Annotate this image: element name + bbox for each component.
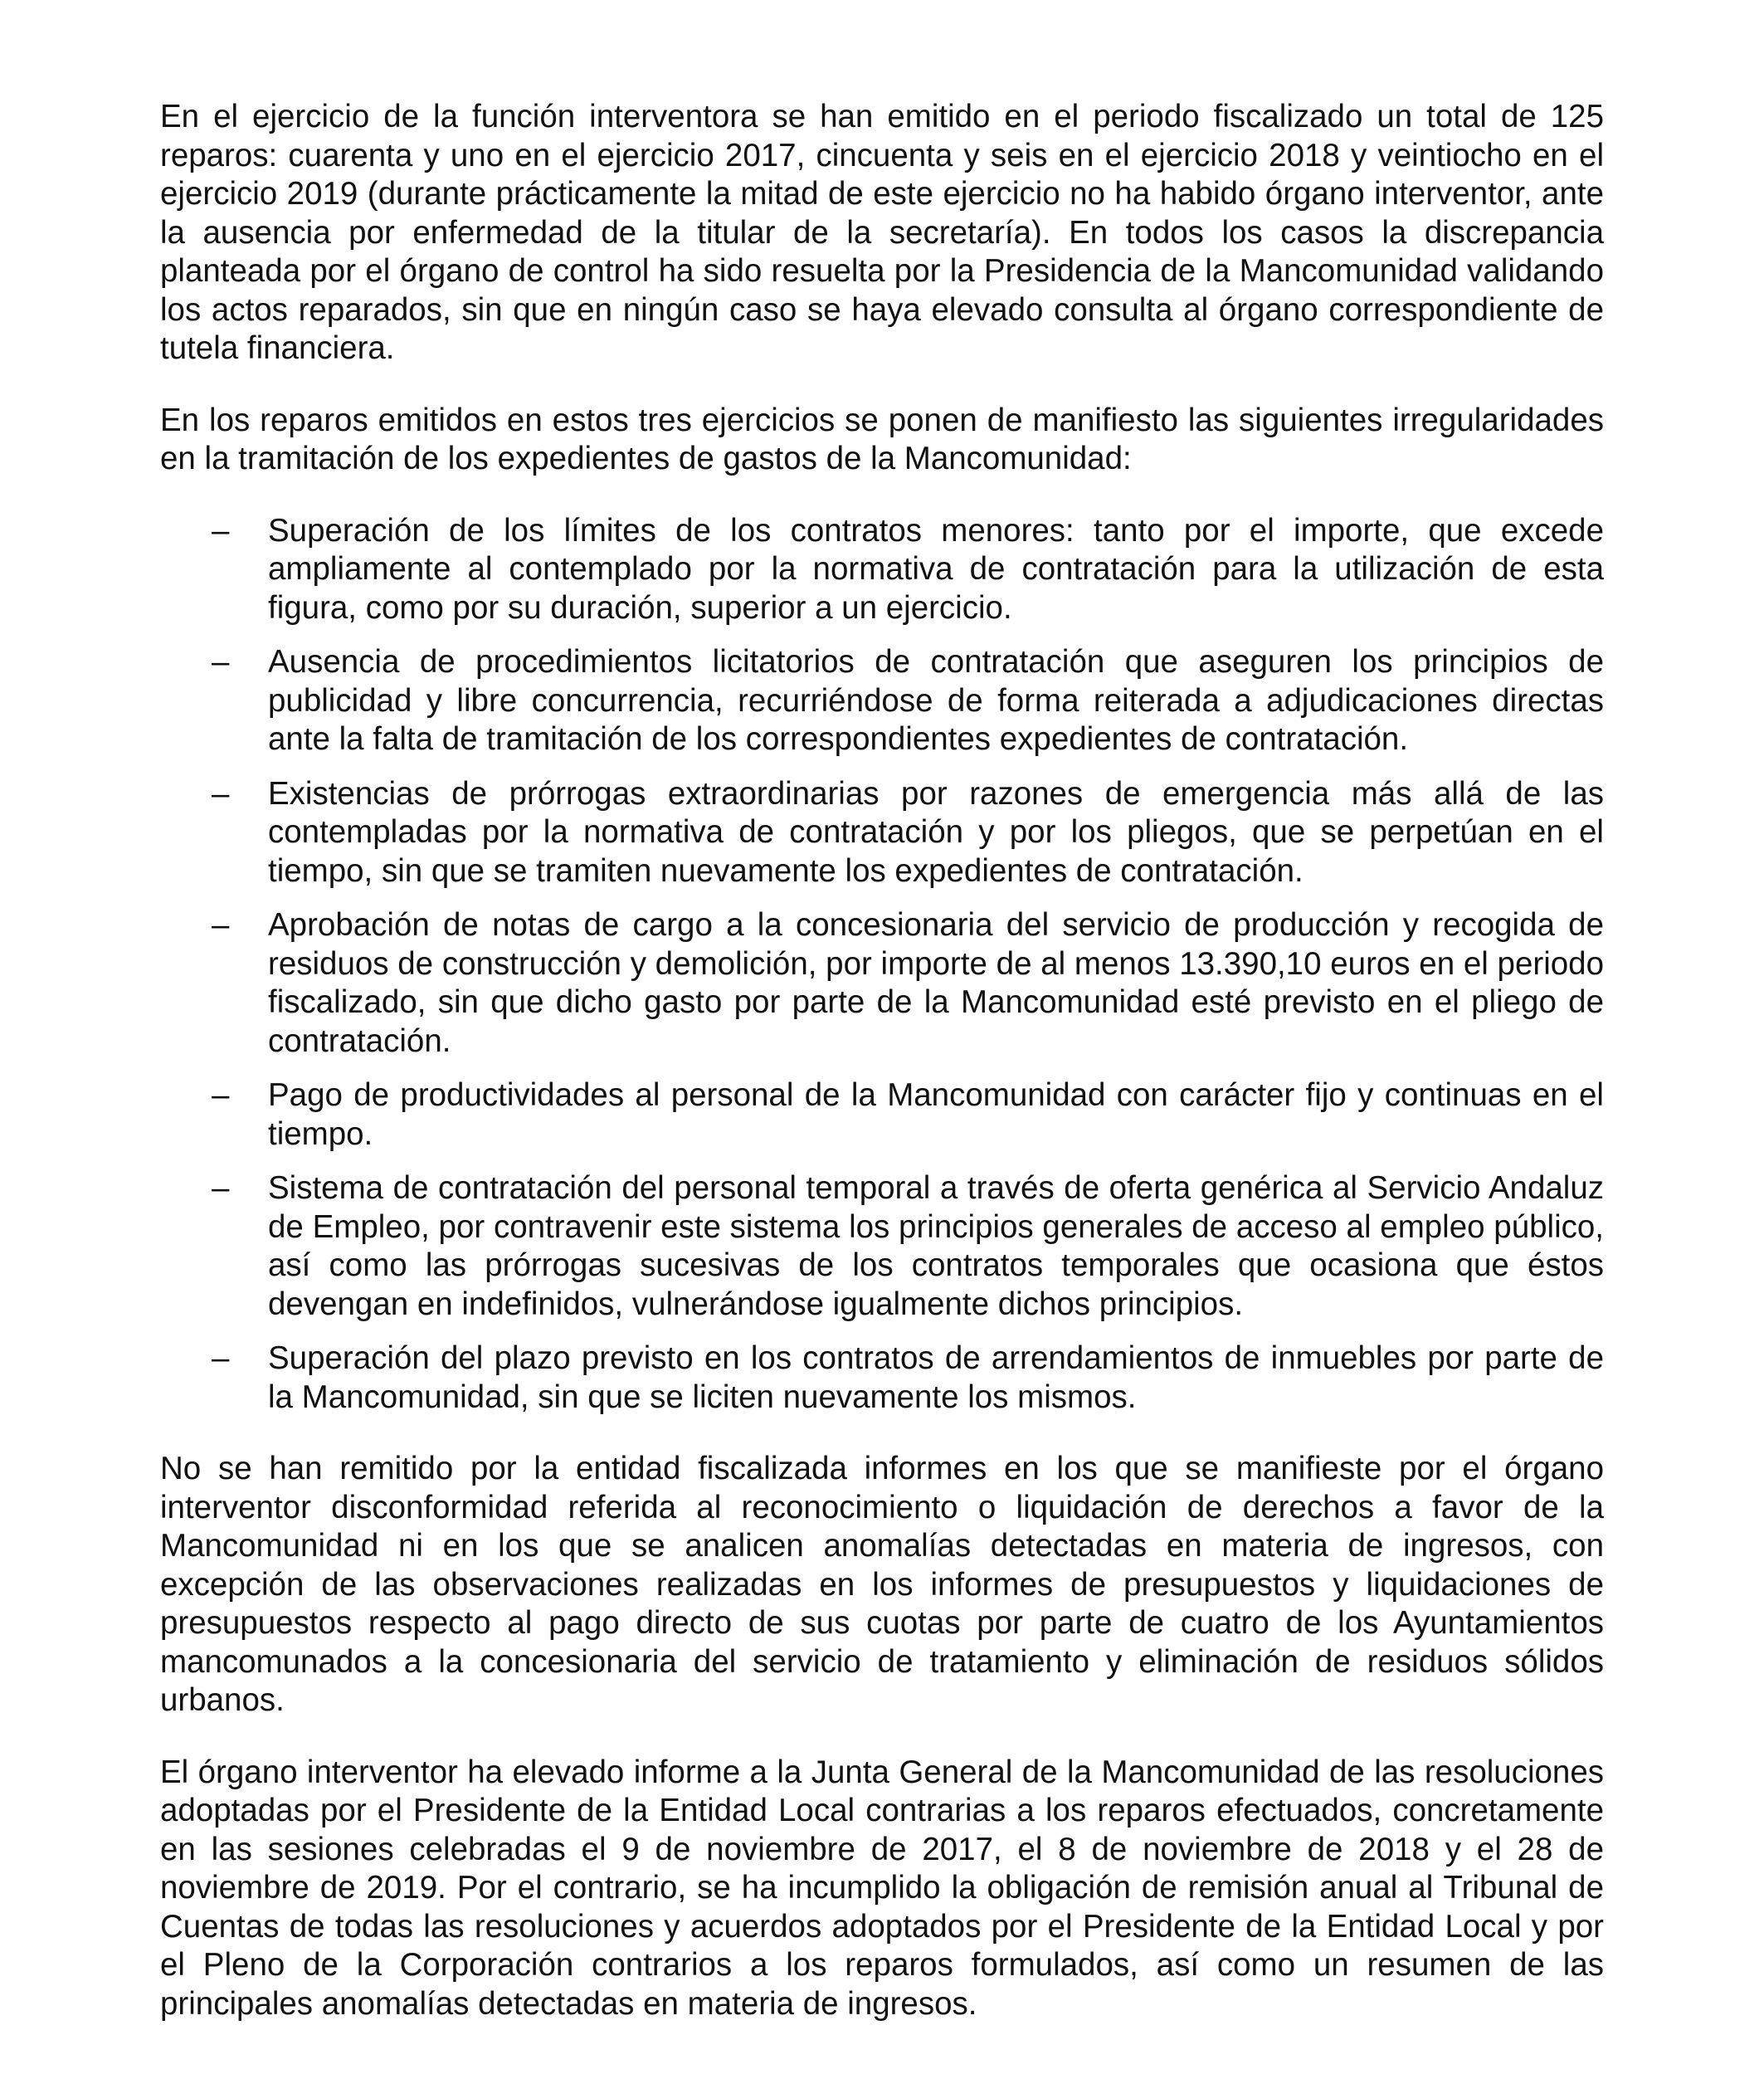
- document-page: [160, 98, 1604, 2057]
- list-item: [160, 512, 1604, 628]
- paragraph-reparos-summary: En el ejercicio de la función interventora se han emitido en el periodo fiscalizado un total de 125 reparos: cuarenta y uno en el ejercicio 2017, cincuenta y seis en el ejercicio 2018 y veintiocho en el ejercicio 2019 (durante prácticamente la mitad de este ejercicio no ha habido órgano interventor, ante la ausencia por enfermedad de la titular de la secretaría). En todos los casos la discrepancia planteada por el órgano de control ha sido resuelta por la Presidencia de la Mancomunidad validando los actos reparados, sin que en ningún caso se haya elevado consulta al órgano correspondiente de tutela financiera.: [160, 99, 1604, 366]
- bullet-dash: –: [212, 512, 230, 549]
- bullet-dash: –: [212, 907, 230, 943]
- list-item: [160, 775, 1604, 891]
- bullet-dash: –: [212, 1170, 230, 1206]
- irregularities-list: [160, 512, 1604, 1418]
- bullet-dash: –: [212, 1340, 230, 1376]
- list-item: [160, 1340, 1604, 1417]
- list-item-text: Aprobación de notas de cargo a la concesionaria del servicio de producción y recogida de residuos de construcción y demolición, por importe de al menos 13.390,10 euros en el periodo fiscalizado, sin que dicho gasto por parte de la Mancomunidad esté previsto en el pliego de contratación.: [268, 907, 1604, 1059]
- bullet-dash: –: [212, 775, 230, 812]
- list-item-text: Sistema de contratación del personal temporal a través de oferta genérica al Servicio Andaluz de Empleo, por contravenir este sistema los principios generales de acceso al empleo público, así como las prórrogas sucesivas de los contratos temporales que ocasiona que éstos devengan en indefinidos, vulnerándose igualmente dichos principios.: [268, 1170, 1604, 1322]
- bullet-dash: –: [212, 644, 230, 680]
- list-item-text: Superación de los límites de los contratos menores: tanto por el importe, que excede ampliamente al contemplado por la normativa de contratación para la utilización de esta figura, como por su duración, superior a un ejercicio.: [268, 512, 1604, 626]
- list-item: [160, 643, 1604, 759]
- list-item-text: Existencias de prórrogas extraordinarias por razones de emergencia más allá de las contempladas por la normativa de contratación y por los pliegos, que se perpetúan en el tiempo, sin que se tramiten nuevamente los expedientes de contratación.: [268, 775, 1604, 889]
- paragraph-junta-general-report: El órgano interventor ha elevado informe a la Junta General de la Mancomunidad de las resoluciones adoptadas por el Presidente de la Entidad Local contrarias a los reparos efectuados, concretamente en las sesiones celebradas el 9 de noviembre de 2017, el 8 de noviembre de 2018 y el 28 de noviembre de 2019. Por el contrario, se ha incumplido la obligación de remisión anual al Tribunal de Cuentas de todas las resoluciones y acuerdos adoptados por el Presidente de la Entidad Local y por el Pleno de la Corporación contrarios a los reparos formulados, así como un resumen de las principales anomalías detectadas en materia de ingresos.: [160, 1754, 1604, 2022]
- list-item: [160, 1076, 1604, 1154]
- paragraph-income-reports: No se han remitido por la entidad fiscalizada informes en los que se manifieste por el órgano interventor disconformidad referida al reconocimiento o liquidación de derechos a favor de la Mancomunidad ni en los que se analicen anomalías detectadas en materia de ingresos, con excepción de las observaciones realizadas en los informes de presupuestos y liquidaciones de presupuestos respecto al pago directo de sus cuotas por parte de cuatro de los Ayuntamientos mancomunados a la concesionaria del servicio de tratamiento y eliminación de residuos sólidos urbanos.: [160, 1451, 1604, 1718]
- list-item-text: Superación del plazo previsto en los contratos de arrendamientos de inmuebles por parte de la Mancomunidad, sin que se liciten nuevamente los mismos.: [268, 1340, 1604, 1415]
- list-item: [160, 906, 1604, 1061]
- list-item: [160, 1169, 1604, 1324]
- list-item-text: Pago de productividades al personal de la Mancomunidad con carácter fijo y continuas en el tiempo.: [268, 1077, 1604, 1152]
- bullet-dash: –: [212, 1077, 230, 1113]
- list-item-text: Ausencia de procedimientos licitatorios de contratación que aseguren los principios de publicidad y libre concurrencia, recurriéndose de forma reiterada a adjudicaciones directas ante la falta de tramitación de los correspondientes expedientes de contratación.: [268, 644, 1604, 757]
- paragraph-irregularities-intro: En los reparos emitidos en estos tres ejercicios se ponen de manifiesto las siguientes irregularidades en la tramitación de los expedientes de gastos de la Mancomunidad:: [160, 402, 1604, 476]
